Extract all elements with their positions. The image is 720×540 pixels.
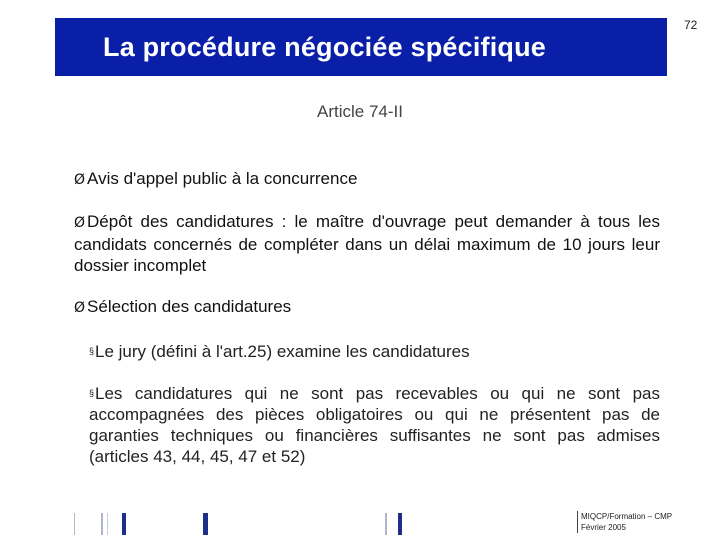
square-bullet-icon: § xyxy=(89,388,95,398)
bullet-text: Avis d'appel public à la concurrence xyxy=(87,169,358,188)
footer-line: Février 2005 xyxy=(581,523,626,532)
bullet-item xyxy=(74,211,660,276)
page-number: 72 xyxy=(684,18,698,32)
footer-line: MIQCP/Formation – CMP xyxy=(581,512,673,521)
slide-title: La procédure négociée spécifique xyxy=(103,31,547,62)
decorative-bar xyxy=(122,513,126,535)
sub-bullet-item xyxy=(89,383,660,467)
arrow-bullet-icon: Ø xyxy=(74,172,86,188)
arrow-bullet-icon: Ø xyxy=(74,300,86,316)
bullet-item xyxy=(74,296,660,319)
decorative-bar xyxy=(74,513,75,535)
bullet-text: Dépôt des candidatures : le maître d'ouvrage peut demander à tous les candidats concernés de compléter dans un délai maximum de 10 jours leur dossier incomplet xyxy=(74,212,660,275)
decorative-bar xyxy=(203,513,208,535)
footer-credit xyxy=(577,511,672,533)
bullet-text: Sélection des candidatures xyxy=(87,297,292,316)
decorative-bar xyxy=(107,513,108,535)
arrow-bullet-icon: Ø xyxy=(74,215,86,231)
sub-bullet-item xyxy=(89,341,660,362)
slide-title-bar xyxy=(55,18,667,76)
square-bullet-icon: § xyxy=(89,346,95,356)
decorative-bar xyxy=(398,513,402,535)
decorative-bar xyxy=(101,513,103,535)
article-subtitle: Article 74‑II xyxy=(317,102,403,121)
decorative-bar xyxy=(385,513,387,535)
bullet-item xyxy=(74,168,660,191)
sub-bullet-text: Les candidatures qui ne sont pas recevables ou qui ne sont pas accompagnées des pièces obligatoires ou qui ne présentent pas de garanties techniques ou financières suffisantes ne sont pas admises (articles 43, 44, 45, 47 et 52) xyxy=(89,384,660,466)
sub-bullet-text: Le jury (défini à l'art.25) examine les candidatures xyxy=(95,342,470,361)
